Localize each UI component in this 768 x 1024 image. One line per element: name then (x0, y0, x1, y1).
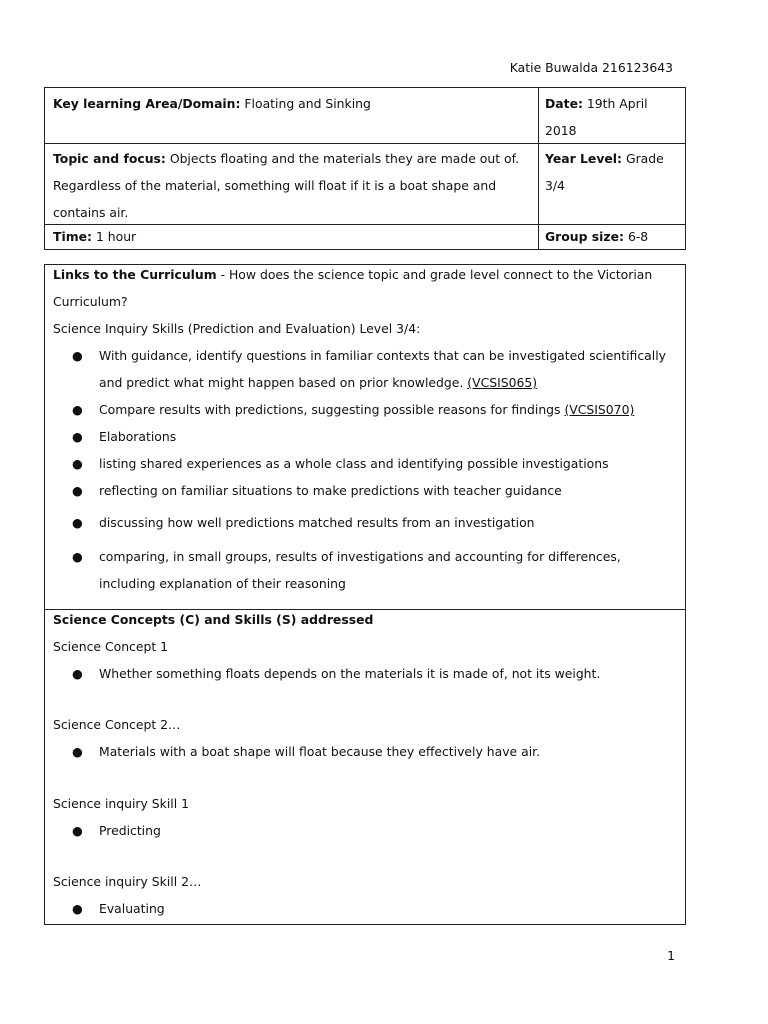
bullet: ● (72, 483, 83, 498)
table-row (45, 143, 685, 225)
list-item: comparing, in small groups, results of investigations and accounting for differences, (99, 549, 621, 564)
bullet: ● (72, 901, 83, 916)
group-cell (539, 224, 685, 250)
domain-value: Floating and Sinking (244, 96, 371, 111)
list-item-cont (99, 375, 677, 390)
curriculum-heading-text: - How does the science topic and grade level connect to the Victorian (216, 267, 653, 282)
curriculum-table (44, 264, 686, 925)
author-name: Katie Buwalda 216123643 (509, 60, 673, 75)
skill-2-title: Science inquiry Skill 2… (53, 874, 202, 889)
list-item-cont: including explanation of their reasoning (99, 576, 346, 591)
list-item-text: Compare results with predictions, suggesting possible reasons for findings (99, 402, 561, 417)
date-year: 2018 (545, 123, 577, 138)
list-item (99, 402, 677, 417)
table-row (45, 88, 685, 144)
list-item: listing shared experiences as a whole class and identifying possible investigations (99, 456, 609, 471)
domain-label: Key learning Area/Domain: (53, 96, 241, 111)
curriculum-code-link[interactable]: (VCSIS070) (564, 402, 635, 417)
concepts-heading-label: Science Concepts (C) and Skills (S) addressed (53, 612, 374, 627)
bullet: ● (72, 429, 83, 444)
list-item: Evaluating (99, 901, 165, 916)
topic-cell (45, 143, 539, 224)
topic-label: Topic and focus: (53, 151, 166, 166)
bullet: ● (72, 402, 83, 417)
date-value: 19th April (586, 96, 648, 111)
year-cell (539, 143, 685, 224)
table-row (45, 224, 685, 250)
page-number: 1 (667, 948, 675, 963)
topic-value: Objects floating and the materials they are made out of. (169, 151, 520, 166)
list-item: Whether something floats depends on the materials it is made of, not its weight. (99, 666, 601, 681)
list-item: reflecting on familiar situations to make predictions with teacher guidance (99, 483, 562, 498)
year-value: Grade (625, 151, 664, 166)
bullet: ● (72, 549, 83, 564)
year-label: Year Level: (545, 151, 623, 166)
list-item: Materials with a boat shape will float because they effectively have air. (99, 744, 541, 759)
concept-1-title: Science Concept 1 (53, 639, 169, 654)
curriculum-heading-label: Links to the Curriculum (53, 267, 217, 282)
lesson-info-table (44, 87, 686, 250)
bullet: ● (72, 348, 83, 363)
list-item-text: and predict what might happen based on prior knowledge. (99, 375, 464, 390)
concepts-heading (53, 612, 677, 627)
bullet: ● (72, 666, 83, 681)
concept-2-title: Science Concept 2… (53, 717, 181, 732)
year-value-line-2: 3/4 (545, 178, 565, 193)
topic-value-line-3: contains air. (53, 205, 129, 220)
date-label: Date: (545, 96, 583, 111)
bullet: ● (72, 456, 83, 471)
list-item: Elaborations (99, 429, 177, 444)
curriculum-code-link[interactable]: (VCSIS065) (467, 375, 538, 390)
curriculum-heading-line-2: Curriculum? (53, 294, 128, 309)
topic-value-line-2: Regardless of the material, something will float if it is a boat shape and (53, 178, 497, 193)
skills-line: Science Inquiry Skills (Prediction and Evaluation) Level 3/4: (53, 321, 421, 336)
bullet: ● (72, 823, 83, 838)
list-item: Predicting (99, 823, 161, 838)
date-cell (539, 88, 685, 143)
time-label: Time: (53, 229, 92, 244)
time-cell (45, 224, 539, 250)
bullet: ● (72, 744, 83, 759)
list-item: discussing how well predictions matched results from an investigation (99, 515, 535, 530)
time-value: 1 hour (95, 229, 137, 244)
domain-cell (45, 88, 539, 143)
group-value: 6-8 (627, 229, 649, 244)
group-label: Group size: (545, 229, 624, 244)
bullet: ● (72, 515, 83, 530)
skill-1-title: Science inquiry Skill 1 (53, 796, 189, 811)
curriculum-heading (53, 267, 677, 282)
curriculum-section (45, 265, 685, 610)
list-item: With guidance, identify questions in familiar contexts that can be investigated scientifically (99, 348, 666, 363)
